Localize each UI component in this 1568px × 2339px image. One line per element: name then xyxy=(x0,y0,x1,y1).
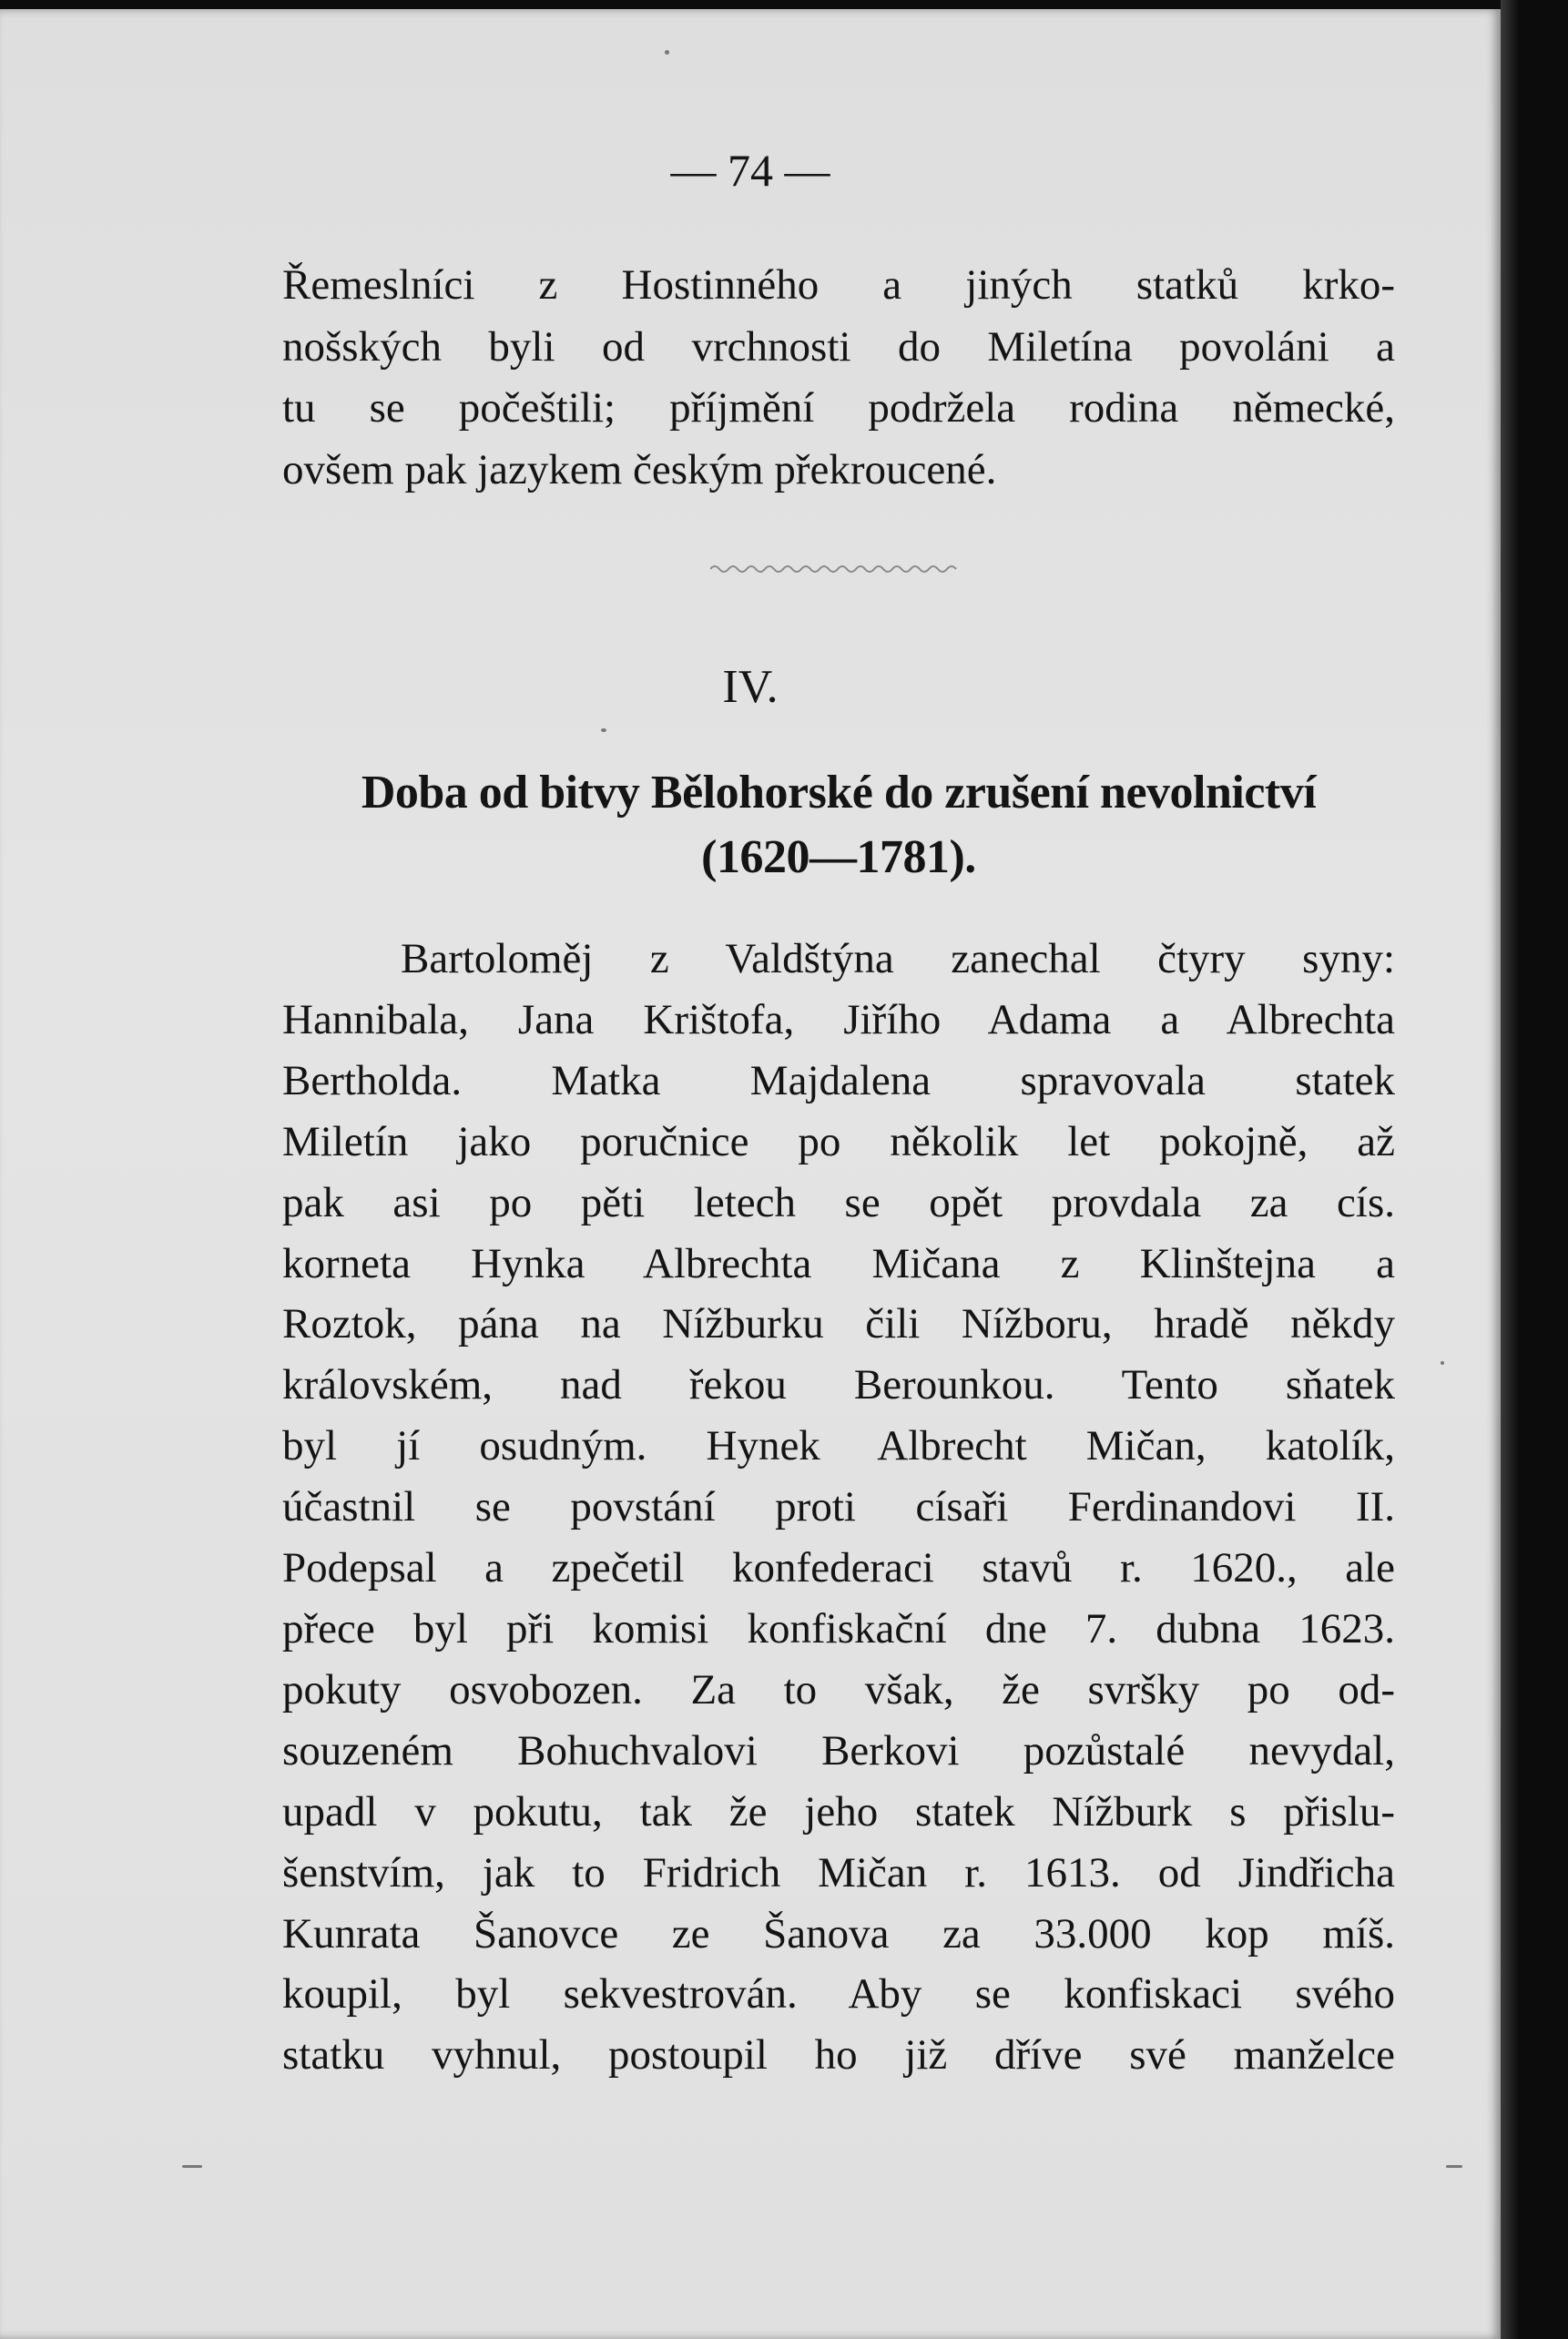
text-line: přece byl při komisi konfiskační dne 7. dubna 1623. xyxy=(282,1604,1395,1653)
text-line: Bartoloměj z Valdštýna zanechal čtyry syny: xyxy=(401,935,1395,982)
chapter-title-line: (1620—1781). xyxy=(701,831,976,883)
text-line: Podepsal a zpečetil konfederaci stavů r. 1620., ale xyxy=(282,1544,1395,1592)
text-line: pak asi po pěti letech se opět provdala za cís. xyxy=(282,1178,1395,1226)
intro-paragraph xyxy=(282,255,1395,501)
page-edge-shadow xyxy=(1501,0,1519,2339)
text-line: Miletín jako poručnice po několik let pokojně, až xyxy=(282,1117,1395,1165)
scan-speck xyxy=(1441,1361,1444,1365)
text-line: statku vyhnul, postoupil ho již dříve své manželce xyxy=(282,2031,1395,2080)
text-line: koupil, byl sekvestrován. Aby se konfiskaci svého xyxy=(282,1970,1395,2019)
body-paragraph xyxy=(282,929,1395,2086)
text-line: ovšem pak jazykem českým překroucené. xyxy=(282,445,997,493)
text-line: Roztok, pána na Nížburku čili Nížboru, hradě někdy xyxy=(282,1300,1395,1348)
text-line: upadl v pokutu, tak že jeho statek Nížburk s přislu- xyxy=(282,1787,1395,1836)
text-line: tu se počeštili; příjmění podržela rodina německé, xyxy=(282,384,1395,432)
text-line: účastnil se povstání proti císaři Ferdinandovi II. xyxy=(282,1483,1395,1531)
scan-speck xyxy=(1446,2165,1462,2168)
chapter-title-line: Doba od bitvy Bělohorské do zrušení nevolnictví xyxy=(361,767,1317,819)
section-divider xyxy=(710,560,961,578)
chapter-number: IV. xyxy=(722,661,779,713)
text-line: korneta Hynka Albrechta Mičana z Klinštejna a xyxy=(282,1239,1395,1287)
text-line: pokuty osvobozen. Za to však, že svršky po od- xyxy=(282,1665,1395,1714)
chapter-title xyxy=(282,760,1395,890)
page-number: — 74 — xyxy=(670,145,830,196)
text-line: Kunrata Šanovce ze Šanova za 33.000 kop míš. xyxy=(282,1909,1395,1958)
text-line: byl jí osudným. Hynek Albrecht Mičan, katolík, xyxy=(282,1422,1395,1470)
text-line: královském, nad řekou Berounkou. Tento sňatek xyxy=(282,1361,1395,1409)
scan-speck xyxy=(182,2165,202,2168)
text-line: Bertholda. Matka Majdalena spravovala statek xyxy=(282,1056,1395,1104)
scan-speck xyxy=(601,728,606,732)
text-line: Řemeslníci z Hostinného a jiných statků krko- xyxy=(282,261,1395,309)
text-line: nošských byli od vrchnosti do Miletína povoláni a xyxy=(282,322,1395,371)
scan-speck xyxy=(665,50,669,55)
text-line: šenstvím, jak to Fridrich Mičan r. 1613. od Jindřicha xyxy=(282,1848,1395,1897)
book-page xyxy=(0,9,1501,2339)
text-line: souzeném Bohuchvalovi Berkovi pozůstalé nevydal, xyxy=(282,1726,1395,1775)
text-line: Hannibala, Jana Krištofa, Jiřího Adama a Albrechta xyxy=(282,995,1395,1043)
